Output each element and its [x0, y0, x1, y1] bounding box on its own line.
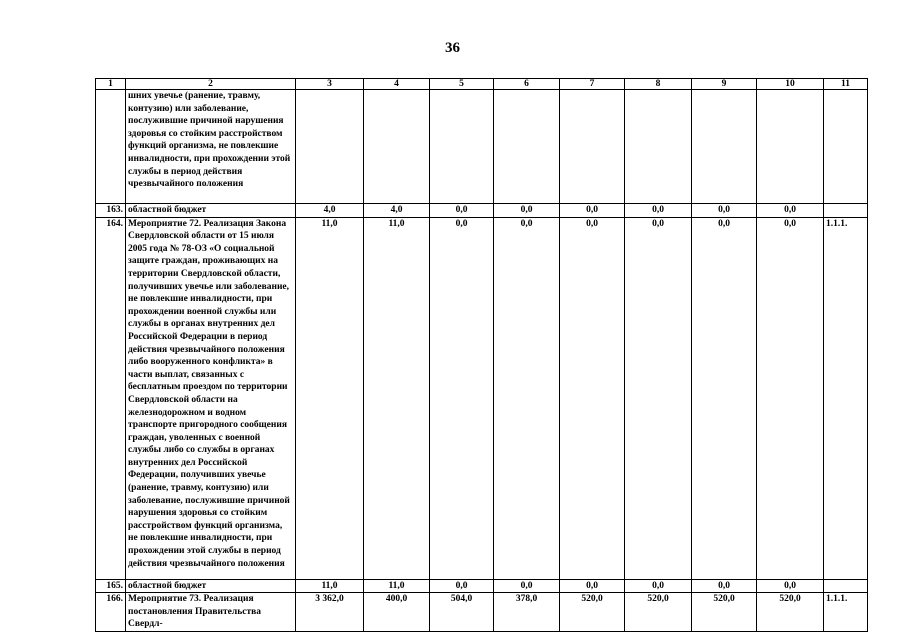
table-row [96, 579, 868, 593]
value-cell: 0,0 [757, 217, 824, 579]
target-code: 1.1.1. [824, 593, 868, 632]
value-cell: 520,0 [692, 593, 757, 632]
column-header: 7 [560, 79, 625, 90]
value-cell: 0,0 [494, 217, 560, 579]
target-code [824, 90, 868, 204]
value-cell: 0,0 [692, 579, 757, 593]
target-code [824, 579, 868, 593]
value-cell: 0,0 [692, 204, 757, 218]
row-description: Мероприятие 72. Реализация Закона Свердловской области от 15 июля 2005 года № 78-ОЗ «О социальной защите граждан, проживающих на территории Свердловской области, получивших увечье или заболевание, не повлекшие инвалидности, при прохождении военной службы или службы в органах внутренних дел Российской Федерации в период действия чрезвычайного положения либо вооруженного конфликта» в части выплат, связанных с бесплатным проездом по территории Свердловской области на железнодорожном и водном транспорте пригородного сообщения граждан, уволенных с военной службы либо со службы в органах внутренних дел Российской Федерации, получивших увечье (ранение, травму, контузию) или заболевание, послужившие причиной нарушения здоровья со стойким расстройством функций организма, не повлекшие инвалидности, при прохождении этой службы в период действия чрезвычайного положения [126, 217, 296, 579]
value-cell: 11,0 [364, 217, 430, 579]
row-number: 164. [96, 217, 126, 579]
value-cell: 0,0 [560, 204, 625, 218]
target-code: 1.1.1. [824, 217, 868, 579]
value-cell [296, 90, 364, 204]
column-header: 4 [364, 79, 430, 90]
value-cell: 0,0 [430, 579, 494, 593]
row-number: 166. [96, 593, 126, 632]
page-number: 36 [445, 40, 460, 56]
value-cell: 0,0 [757, 579, 824, 593]
value-cell: 520,0 [625, 593, 692, 632]
target-code [824, 204, 868, 218]
value-cell: 11,0 [364, 579, 430, 593]
column-header-row [96, 79, 868, 90]
value-cell: 0,0 [430, 217, 494, 579]
row-number [96, 90, 126, 204]
value-cell [757, 90, 824, 204]
value-cell [494, 90, 560, 204]
value-cell: 0,0 [692, 217, 757, 579]
row-description: шних увечье (ранение, травму, контузию) или заболевание, послужившие причиной нарушения здоровья со стойким расстройством функций организма, не повлекшие инвалидности, при прохождении этой службы в период действия чрезвычайного положения [126, 90, 296, 204]
column-header: 3 [296, 79, 364, 90]
column-header: 1 [96, 79, 126, 90]
value-cell: 11,0 [296, 579, 364, 593]
column-header: 9 [692, 79, 757, 90]
value-cell: 4,0 [364, 204, 430, 218]
value-cell: 0,0 [625, 204, 692, 218]
value-cell: 400,0 [364, 593, 430, 632]
value-cell: 504,0 [430, 593, 494, 632]
column-header: 6 [494, 79, 560, 90]
column-header: 5 [430, 79, 494, 90]
value-cell [430, 90, 494, 204]
column-header: 2 [126, 79, 296, 90]
value-cell: 520,0 [757, 593, 824, 632]
budget-table [95, 78, 868, 632]
row-number: 165. [96, 579, 126, 593]
value-cell: 0,0 [560, 217, 625, 579]
column-header: 8 [625, 79, 692, 90]
value-cell: 0,0 [560, 579, 625, 593]
value-cell: 378,0 [494, 593, 560, 632]
table-row [96, 217, 868, 579]
row-description: областной бюджет [126, 579, 296, 593]
row-description: областной бюджет [126, 204, 296, 218]
value-cell: 4,0 [296, 204, 364, 218]
value-cell: 0,0 [625, 217, 692, 579]
row-number: 163. [96, 204, 126, 218]
value-cell: 0,0 [757, 204, 824, 218]
table-row [96, 204, 868, 218]
value-cell: 520,0 [560, 593, 625, 632]
value-cell: 3 362,0 [296, 593, 364, 632]
value-cell [364, 90, 430, 204]
table-row [96, 90, 868, 204]
table-row [96, 593, 868, 632]
value-cell: 0,0 [430, 204, 494, 218]
value-cell: 0,0 [494, 204, 560, 218]
value-cell [625, 90, 692, 204]
column-header: 10 [757, 79, 824, 90]
row-description: Мероприятие 73. Реализация постановления Правительства Свердл- [126, 593, 296, 632]
value-cell: 11,0 [296, 217, 364, 579]
value-cell: 0,0 [625, 579, 692, 593]
value-cell [692, 90, 757, 204]
column-header: 11 [824, 79, 868, 90]
value-cell: 0,0 [494, 579, 560, 593]
value-cell [560, 90, 625, 204]
